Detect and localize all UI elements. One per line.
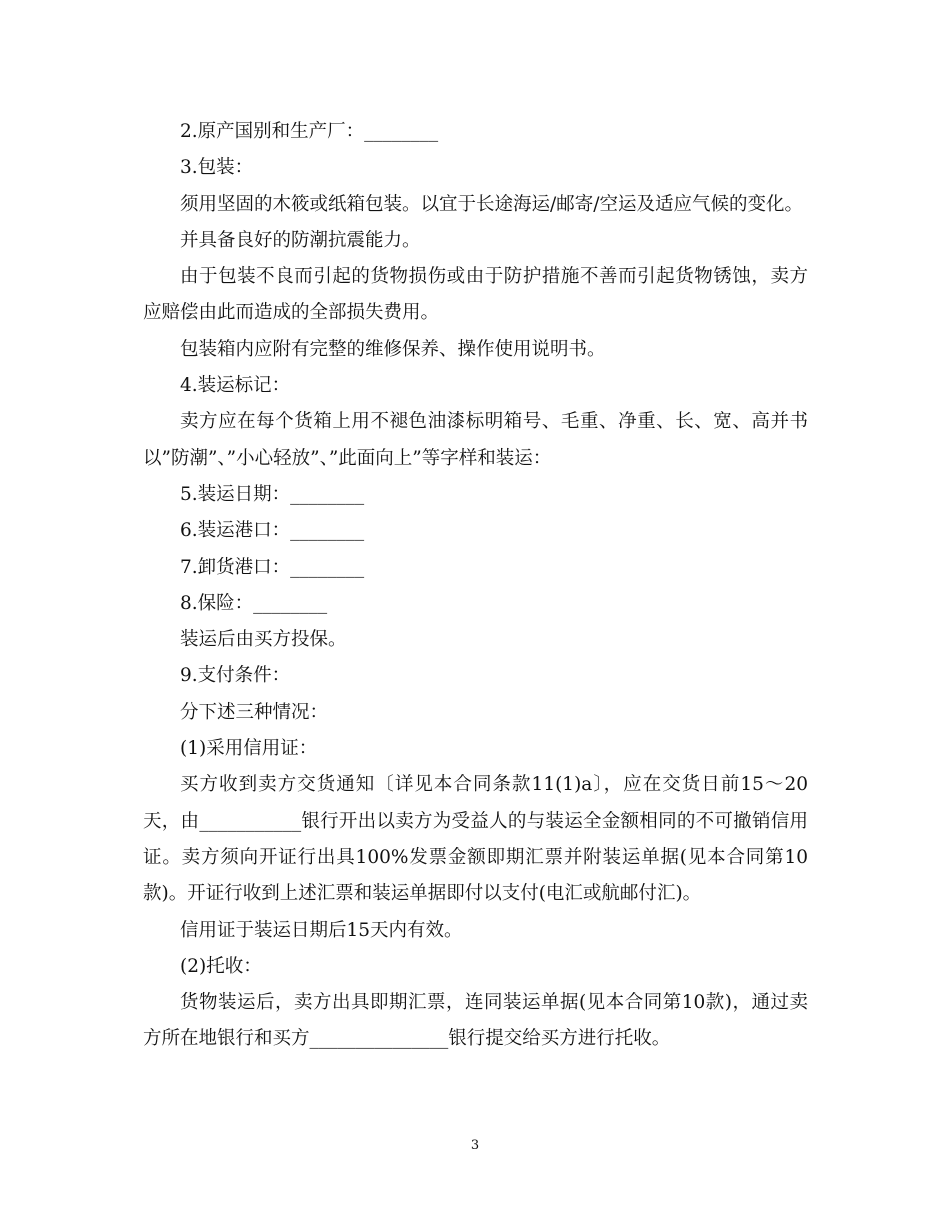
paragraph-letter-of-credit: 买方收到卖方交货通知〔详见本合同条款11(1)a〕，应在交货日前15～20天，由___________银行开出以卖方为受益人的与装运全金额相同的不可撤销信用证。卖方须向开证行出具100%发票金额即期汇票并附装运单据(见本合同第10款)。开证行收到上述汇票和装运单据即付以支付(电汇或航邮付汇)。	[143, 774, 808, 905]
paragraph-discharge-port: 7.卸货港口：________	[180, 556, 365, 578]
paragraph-loading-port: 6.装运港口：________	[180, 520, 365, 542]
paragraph-packing-material: 须用坚固的木筱或纸箱包装。以宜于长途海运/邮寄/空运及适应气候的变化。	[180, 193, 803, 215]
paragraph-packing-heading: 3.包装：	[180, 157, 254, 179]
paragraph-shipping-marks: 卖方应在每个货箱上用不褪色油漆标明箱号、毛重、净重、长、宽、高并书以”防潮”、”小心轻放”、”此面向上”等字样和装运：	[143, 411, 808, 469]
paragraph-shipping-marks-heading: 4.装运标记：	[180, 375, 291, 397]
paragraph-damage-liability: 由于包装不良而引起的货物损伤或由于防护措施不善而引起货物锈蚀，卖方应赔偿由此而造成的全部损失费用。	[143, 266, 808, 324]
paragraph-insurance-heading: 8.保险：________	[180, 592, 328, 614]
paragraph-collection: 货物装运后，卖方出具即期汇票，连同装运单据(见本合同第10款)，通过卖方所在地银行和买方_______________银行提交给买方进行托收。	[143, 992, 808, 1050]
document-body	[143, 114, 808, 1058]
paragraph-shipping-date: 5.装运日期：________	[180, 483, 365, 505]
page-number: 3	[470, 1138, 480, 1153]
paragraph-moisture-proof: 并具备良好的防潮抗震能力。	[180, 229, 421, 251]
paragraph-insurance: 装运后由买方投保。	[180, 629, 347, 651]
paragraph-payment-cases: 分下述三种情况：	[180, 701, 329, 723]
paragraph-origin: 2.原产国别和生产厂：________	[180, 121, 439, 142]
paragraph-payment-heading: 9.支付条件：	[180, 665, 291, 687]
paragraph-credit-validity: 信用证于装运日期后15天内有效。	[180, 919, 463, 941]
paragraph-collection-heading: (2)托收：	[180, 955, 262, 977]
paragraph-letter-of-credit-heading: (1)采用信用证：	[180, 738, 318, 760]
paragraph-manual: 包装箱内应附有完整的维修保养、操作使用说明书。	[180, 338, 606, 360]
